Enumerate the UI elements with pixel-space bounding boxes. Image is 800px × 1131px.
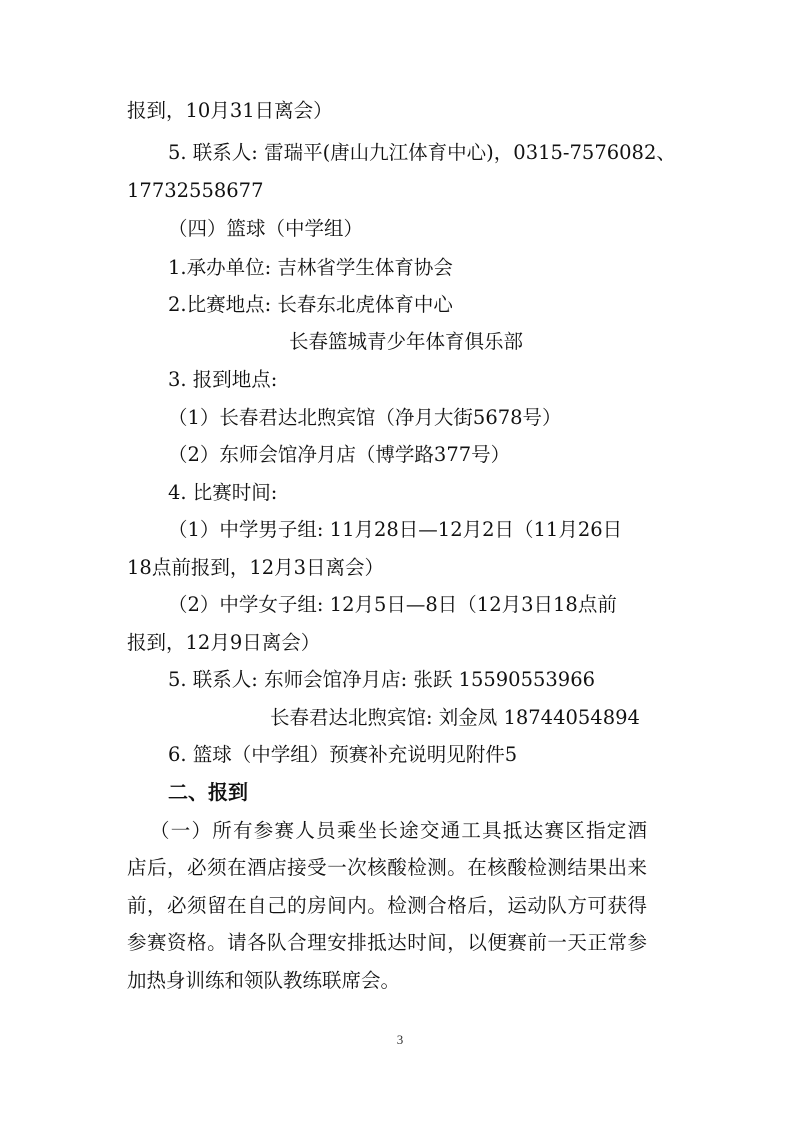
- section-heading-checkin: 二、报到: [168, 780, 248, 804]
- text-line-hotel-1: （1）长春君达北煦宾馆（净月大街5678号）: [168, 406, 562, 429]
- text-line-contact-changchun: 5. 联系人: 东师会馆净月店: 张跃 15590553966: [168, 668, 596, 691]
- paragraph-line-2: 店后，必须在酒店接受一次核酸检测。在核酸检测结果出来: [127, 856, 647, 879]
- section-heading-basketball: （四）篮球（中学组）: [168, 217, 364, 240]
- text-line-contact-changchun-2: 长春君达北煦宾馆: 刘金凤 18744054894: [270, 706, 640, 729]
- text-line-hotel-2: （2）东师会馆净月店（博学路377号）: [168, 443, 511, 466]
- text-line-contact-tangshan: 5. 联系人: 雷瑞平(唐山九江体育中心)，0315-7576082、: [168, 141, 676, 164]
- text-line-checkin-location: 3. 报到地点:: [168, 368, 278, 391]
- text-line-boys-schedule-cont: 18点前报到，12月3日离会）: [127, 556, 385, 579]
- text-line-venue-2: 长春篮城青少年体育俱乐部: [289, 330, 524, 353]
- text-line-phone: 17732558677: [127, 179, 264, 202]
- page-number: 3: [396, 1032, 404, 1047]
- text-line-venue: 2.比赛地点: 长春东北虎体育中心: [168, 293, 453, 316]
- paragraph-line-3: 前，必须留在自己的房间内。检测合格后，运动队方可获得: [127, 894, 647, 917]
- text-line-attachment-note: 6. 篮球（中学组）预赛补充说明见附件5: [168, 743, 518, 766]
- text-line-continuation: 报到，10月31日离会）: [127, 99, 333, 122]
- text-line-boys-schedule: （1）中学男子组: 11月28日—12月2日（11月26日: [168, 518, 623, 541]
- text-line-girls-schedule: （2）中学女子组: 12月5日—8日（12月3日18点前: [168, 593, 617, 616]
- text-line-match-time: 4. 比赛时间:: [168, 481, 278, 504]
- text-line-girls-schedule-cont: 报到，12月9日离会）: [127, 631, 321, 654]
- paragraph-line-1: （一）所有参赛人员乘坐长途交通工具抵达赛区指定酒: [150, 819, 647, 842]
- paragraph-line-5: 加热身训练和领队教练联席会。: [127, 969, 401, 992]
- paragraph-line-4: 参赛资格。请各队合理安排抵达时间，以便赛前一天正常参: [127, 931, 647, 954]
- text-line-organizer: 1.承办单位: 吉林省学生体育协会: [168, 256, 453, 279]
